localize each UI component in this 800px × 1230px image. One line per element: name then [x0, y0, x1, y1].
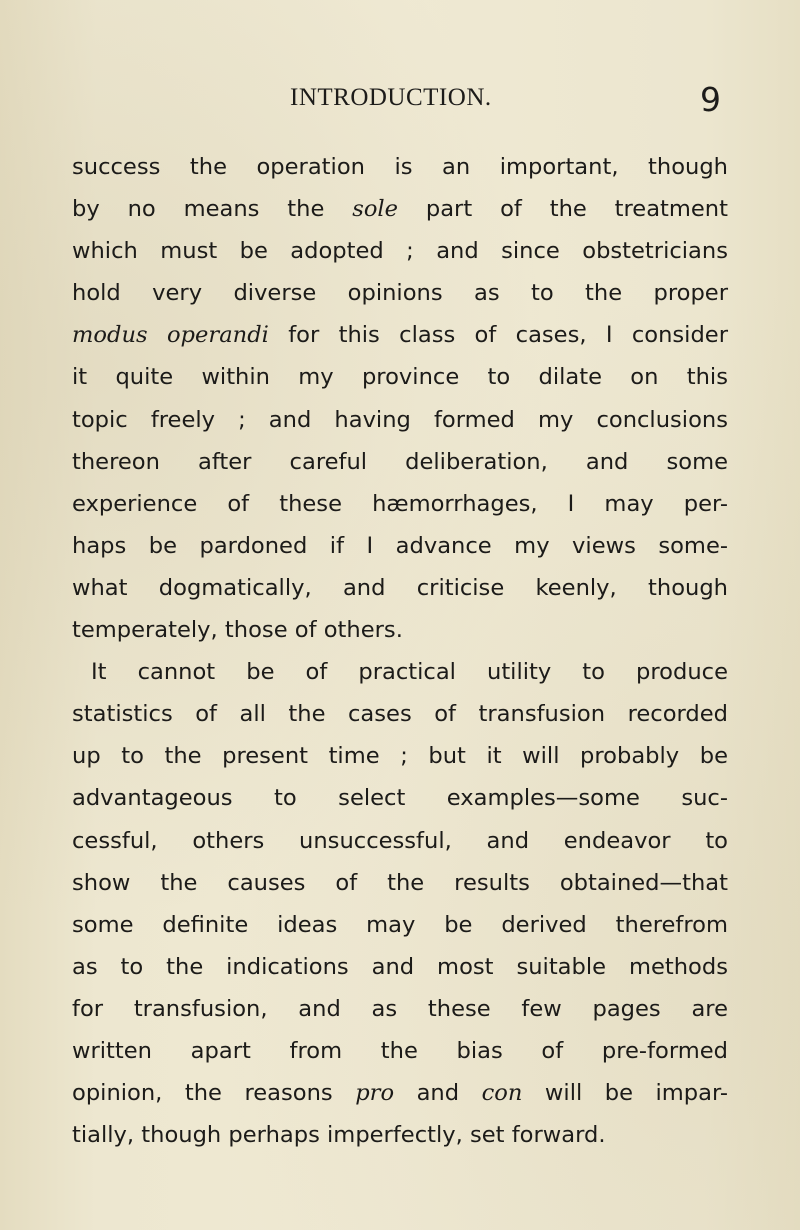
text-line: opinion, the reasons pro and con will be impar-: [72, 1080, 728, 1107]
body-text: [72, 146, 728, 1156]
text-line: for transfusion, and as these few pages are: [72, 995, 728, 1022]
text-line: written apart from the bias of pre-formed: [72, 1037, 728, 1064]
text-line: topic freely ; and having formed my conclusions: [72, 406, 728, 433]
text-line: tially, though perhaps imperfectly, set forward.: [72, 1122, 606, 1149]
text-line: experience of these hæmorrhages, I may per-: [72, 490, 728, 517]
text-line: cessful, others unsuccessful, and endeavor to: [72, 827, 728, 854]
text-line: as to the indications and most suitable methods: [72, 953, 728, 980]
text-line: by no means the sole part of the treatment: [72, 196, 728, 223]
italic-phrase: modus operandi: [72, 322, 269, 349]
italic-word: pro: [355, 1080, 395, 1107]
running-title: INTRODUCTION.: [290, 84, 492, 111]
text-line-paragraph-start: It cannot be of practical utility to produce: [91, 659, 728, 686]
text-line: up to the present time ; but it will probably be: [72, 743, 728, 770]
text-line: haps be pardoned if I advance my views some-: [72, 532, 728, 559]
text-line: thereon after careful deliberation, and some: [72, 448, 728, 475]
text-line: show the causes of the results obtained—that: [72, 869, 728, 896]
page-header: [0, 80, 800, 124]
text-line: some definite ideas may be derived therefrom: [72, 911, 728, 938]
text-line: success the operation is an important, though: [72, 154, 728, 180]
page-number: 9: [700, 80, 721, 119]
italic-word: sole: [352, 196, 399, 223]
text-line: modus operandi for this class of cases, I consider: [72, 322, 728, 349]
text-line: advantageous to select examples—some suc-: [72, 785, 728, 812]
text-line: hold very diverse opinions as to the proper: [72, 280, 728, 307]
italic-word: con: [481, 1080, 523, 1107]
text-line: it quite within my province to dilate on this: [72, 364, 728, 391]
text-line: which must be adopted ; and since obstetricians: [72, 238, 728, 265]
text-line: statistics of all the cases of transfusion recorded: [72, 701, 728, 728]
text-line: temperately, those of others.: [72, 617, 403, 644]
text-line: what dogmatically, and criticise keenly, though: [72, 574, 728, 601]
